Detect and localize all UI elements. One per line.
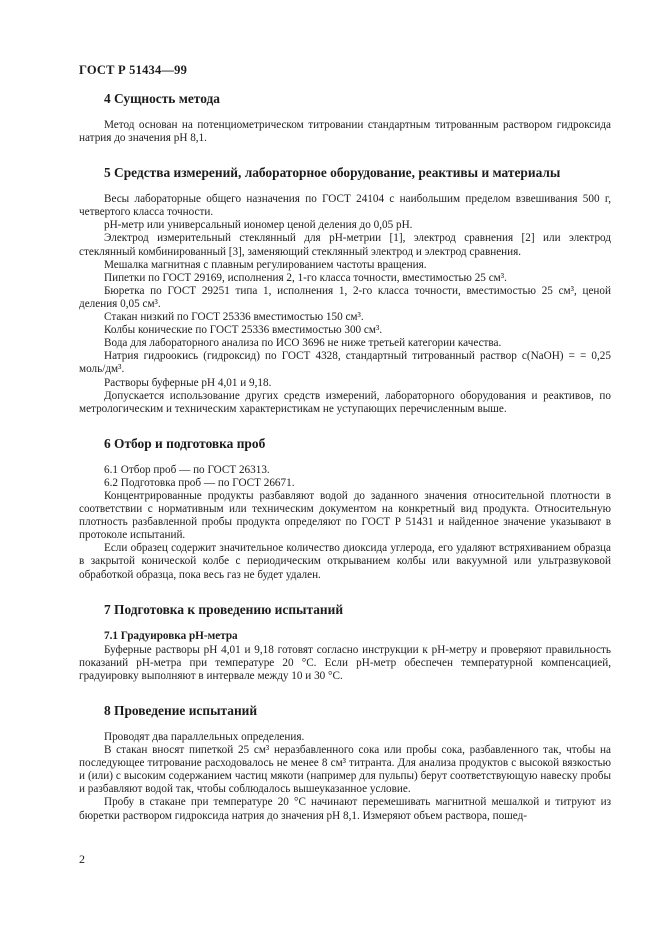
- document-body: [79, 91, 611, 823]
- paragraph: Натрия гидроокись (гидроксид) по ГОСТ 4328, стандартный титрованный раствор c(NaOH) = = 0,25 моль/дм³.: [79, 350, 611, 376]
- section-4: [79, 91, 611, 145]
- section-5: [79, 165, 611, 416]
- paragraph: 6.2 Подготовка проб — по ГОСТ 26671.: [104, 476, 295, 489]
- section-heading: 5 Средства измерений, лабораторное оборудование, реактивы и материалы: [104, 165, 561, 181]
- document-code: ГОСТ Р 51434—99: [79, 63, 188, 77]
- paragraph: Пробу в стакане при температуре 20 °С начинают перемешивать магнитной мешалкой и титруют из бюретки раствором гидроксида натрия до значения pH 8,1. Измеряют объем раствора, пошед-: [79, 796, 611, 822]
- paragraph: Бюретка по ГОСТ 29251 типа 1, исполнения 1, 2-го класса точности, вместимостью 25 см³, ценой деления 0,05 см³.: [79, 284, 611, 310]
- paragraph: Пипетки по ГОСТ 29169, исполнения 2, 1-го класса точности, вместимостью 25 см³.: [104, 271, 507, 284]
- paragraph: 6.1 Отбор проб — по ГОСТ 26313.: [104, 463, 270, 476]
- paragraph: Электрод измерительный стеклянный для pH-метрии [1], электрод сравнения [2] или электрод стеклянный комбинированный [3], заменяющий стеклянный электрод и электрод сравнения.: [79, 232, 611, 258]
- section-heading: 6 Отбор и подготовка проб: [104, 435, 266, 451]
- paragraph: Если образец содержит значительное количество диоксида углерода, его удаляют встряхиванием образца в закрытой конической колбе с периодическим открыванием колбы или вакуумной или ультразвуковой обработкой образца, пока весь газ не будет удален.: [79, 542, 611, 581]
- paragraph: Растворы буферные pH 4,01 и 9,18.: [104, 376, 272, 389]
- paragraph: Буферные растворы pH 4,01 и 9,18 готовят согласно инструкции к pH-метру и проверяют правильность показаний pH-метра при температуре 20 °С. Если pH-метр обеспечен температурной компенсацией, градуировку выполняют в интервале между 10 и 30 °С.: [79, 643, 611, 682]
- section-heading: 4 Сущность метода: [104, 91, 220, 106]
- paragraph: Вода для лабораторного анализа по ИСО 3696 не ниже третьей категории качества.: [104, 337, 502, 350]
- paragraph: Допускается использование других средств измерений, лабораторного оборудования и реактивов, по метрологическим и техническим характеристикам не уступающих перечисленным выше.: [79, 389, 611, 415]
- paragraph: Стакан низкий по ГОСТ 25336 вместимостью 150 см³.: [104, 311, 364, 324]
- page-number: 2: [79, 852, 85, 866]
- section-heading: 7 Подготовка к проведению испытаний: [104, 601, 344, 617]
- section-6: [79, 436, 611, 582]
- paragraph: Проводят два параллельных определения.: [104, 731, 305, 743]
- paragraph: В стакан вносят пипеткой 25 см³ неразбавленного сока или пробы сока, разбавленного так, чтобы на последующее титрование расходовалось не менее 8 см³ титранта. Для анализа продуктов с высокой вязкостью и (или) с высоким содержанием частиц мякоти (например для пульпы) берут соответствующую навеску пробы и разбавляют водой так, чтобы соблюдалось вышеуказанное условие.: [79, 744, 611, 796]
- section-heading: 8 Проведение испытаний: [104, 703, 258, 718]
- paragraph: Метод основан на потенциометрическом титровании стандартным титрованным раствором гидроксида натрия до значения pH 8,1.: [79, 119, 611, 145]
- subsection-heading: 7.1 Градуировка pH-метра: [104, 629, 238, 642]
- paragraph: Колбы конические по ГОСТ 25336 вместимостью 300 см³.: [104, 324, 383, 337]
- paragraph: Концентрированные продукты разбавляют водой до заданного значения относительной плотности в соответствии с нормативным или техническим документом на конкретный вид продукта. Относительную плотность разбавленной пробы продукта определяют по ГОСТ Р 51431 и найденное значение указывают в протоколе испытаний.: [79, 489, 611, 542]
- section-8: [79, 703, 611, 823]
- paragraph: pH-метр или универсальный иономер ценой деления до 0,05 pH.: [104, 219, 413, 232]
- paragraph: Мешалка магнитная с плавным регулированием частоты вращения.: [104, 258, 427, 271]
- section-7: [79, 602, 611, 683]
- paragraph: Весы лабораторные общего назначения по ГОСТ 24104 с наибольшим пределом взвешивания 500 г, четвертого класса точности.: [79, 193, 611, 219]
